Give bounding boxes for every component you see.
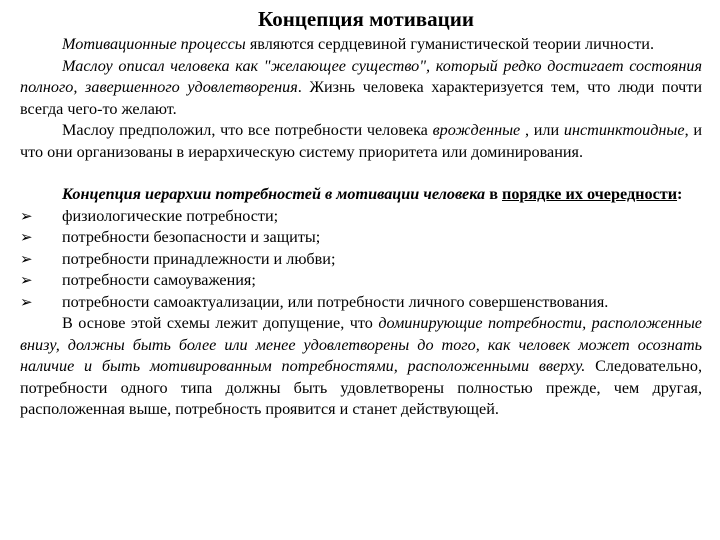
bold-text: в (485, 185, 502, 203)
list-item (20, 292, 702, 314)
italic-phrase: инстинктоидные (563, 121, 685, 139)
needs-list (20, 206, 702, 314)
italic-phrase: доминирующие потребности, расположенные внизу, должны быть более или менее удовлетворены до того, как человек может осознать наличие и быть мотивированным потребностями, расположенными вверху. (20, 314, 702, 375)
arrowhead-bullet-icon: ➢ (20, 228, 33, 246)
list-item (20, 206, 702, 228)
plain-text: , или (520, 121, 564, 139)
paragraph-scheme-assumption (20, 313, 702, 421)
list-item (20, 227, 702, 249)
list-item-text: потребности самоуважения; (62, 271, 256, 289)
plain-text: Маслоу предположил, что все потребности человека (62, 121, 433, 139)
italic-phrase: Маслоу описал человека как "желающее существо", который редко достигает состояния полного, завершенного удовлетворения (20, 56, 702, 96)
plain-text: . Жизнь человека характеризуется тем, что люди почти всегда чего-то желают. (20, 78, 703, 118)
list-item-text: физиологические потребности; (62, 206, 279, 225)
arrowhead-bullet-icon: ➢ (20, 206, 33, 225)
underlined-phrase: порядке их очередности (502, 185, 678, 203)
arrowhead-bullet-icon: ➢ (20, 249, 33, 268)
list-item-text: потребности безопасности и защиты; (62, 228, 321, 246)
arrowhead-bullet-icon: ➢ (20, 292, 33, 311)
list-item-text: потребности принадлежности и любви; (62, 249, 336, 268)
paragraph-motivation-processes (20, 34, 702, 56)
paragraph-maslow-assumption (20, 120, 702, 163)
plain-text: являются сердцевиной гуманистической теории личности. (245, 35, 655, 53)
page-title: Концепция мотивации (258, 7, 474, 31)
list-item-text: потребности самоактуализации, или потребности личного совершенствования. (62, 292, 609, 311)
paragraph-spacer (20, 163, 702, 184)
plain-text: Следовательно, потребности одного типа должны быть удовлетворены полностью прежде, чем другая, расположенная выше, потребность проявится и станет действующей. (20, 357, 702, 418)
italic-phrase: Мотивационные процессы (62, 35, 246, 53)
hierarchy-heading (20, 184, 702, 206)
plain-text: , и что они организованы в иерархическую систему приоритета или доминирования. (20, 121, 702, 161)
arrowhead-bullet-icon: ➢ (20, 271, 33, 289)
list-item (20, 270, 702, 292)
italic-phrase: врожденные (432, 121, 521, 139)
colon: : (677, 185, 683, 203)
list-item (20, 249, 702, 271)
plain-text: В основе этой схемы лежит допущение, что (62, 314, 379, 332)
italic-bold-phrase: Концепция иерархии потребностей в мотивации человека (62, 185, 486, 203)
paragraph-maslow-description (20, 56, 702, 121)
